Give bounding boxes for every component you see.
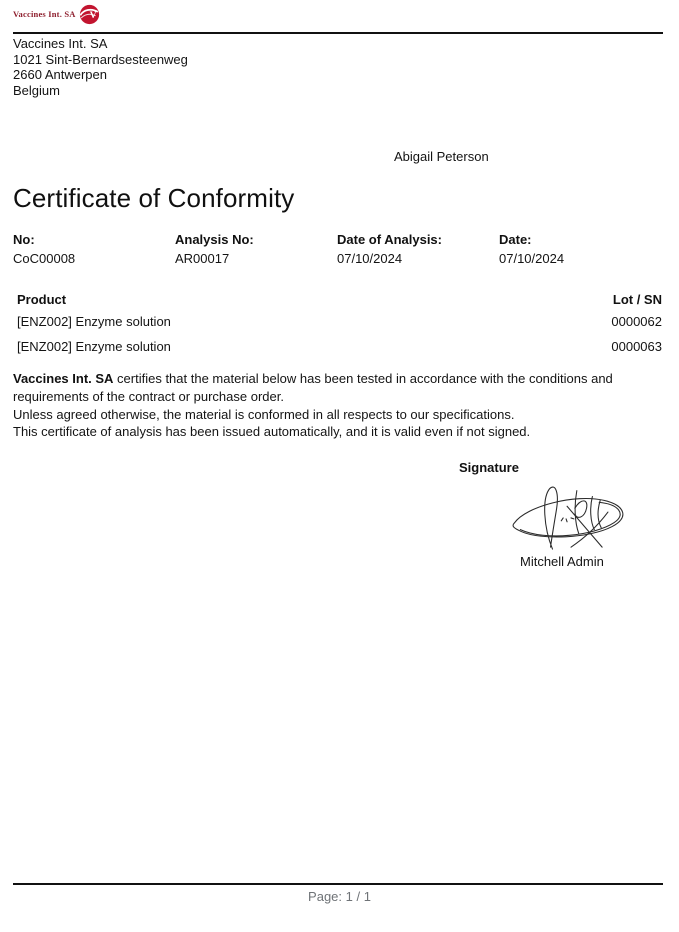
info-value: 07/10/2024: [499, 251, 565, 266]
column-header-product: Product: [17, 292, 67, 307]
signature-label: Signature: [459, 460, 519, 475]
lot-cell: 0000063: [611, 339, 662, 354]
statement-line2: Unless agreed otherwise, the material is conformed in all respects to our specifications.: [13, 406, 515, 422]
company-name: Vaccines Int. SA: [13, 36, 108, 51]
company-street: 1021 Sint-Bernardsesteenweg: [13, 51, 188, 67]
table-row: [17, 339, 662, 354]
page-title: Certificate of Conformity: [13, 183, 295, 213]
info-value: CoC00008: [13, 251, 76, 266]
info-value: AR00017: [175, 251, 230, 266]
company-city: 2660 Antwerpen: [13, 67, 107, 82]
info-label: Date of Analysis:: [337, 232, 442, 247]
column-header-lot-sn: Lot / SN: [612, 292, 662, 307]
table-row: [17, 314, 662, 329]
page-number: Page: 1 / 1: [308, 889, 371, 904]
certification-statement: [13, 370, 658, 441]
header-divider: [13, 32, 663, 34]
info-label: No:: [13, 232, 35, 247]
company-logo: [13, 3, 100, 25]
footer-divider: [13, 883, 663, 885]
vaccine-brand-icon: [79, 4, 100, 25]
info-field-date-of-analysis: [337, 233, 499, 266]
lot-cell: 0000062: [611, 314, 662, 329]
info-label: Analysis No:: [175, 232, 254, 247]
info-value: 07/10/2024: [337, 251, 403, 266]
product-cell: [ENZ002] Enzyme solution: [17, 314, 171, 329]
product-table-header: [17, 292, 662, 307]
company-address: [13, 36, 188, 98]
product-table: [17, 292, 662, 354]
statement-line3: This certificate of analysis has been issued automatically, and it is valid even if not signed.: [13, 424, 531, 440]
info-field-no: [13, 233, 175, 266]
info-label: Date:: [499, 232, 532, 247]
logo-wordmark: Vaccines Int. SA: [13, 9, 76, 19]
info-fields: [13, 233, 661, 266]
svg-text:V: V: [89, 9, 97, 21]
signature-scribble-icon: [506, 479, 634, 552]
statement-company-lead: Vaccines Int. SA: [13, 371, 114, 386]
company-country: Belgium: [13, 82, 60, 98]
signer-name: Mitchell Admin: [520, 554, 604, 569]
product-cell: [ENZ002] Enzyme solution: [17, 339, 171, 354]
statement-line1: certifies that the material below has been tested in accordance with the conditions and requirements of the contract or purchase order.: [13, 371, 613, 404]
info-field-date: [499, 233, 661, 266]
info-field-analysis-no: [175, 233, 337, 266]
recipient-name: Abigail Peterson: [394, 149, 489, 164]
